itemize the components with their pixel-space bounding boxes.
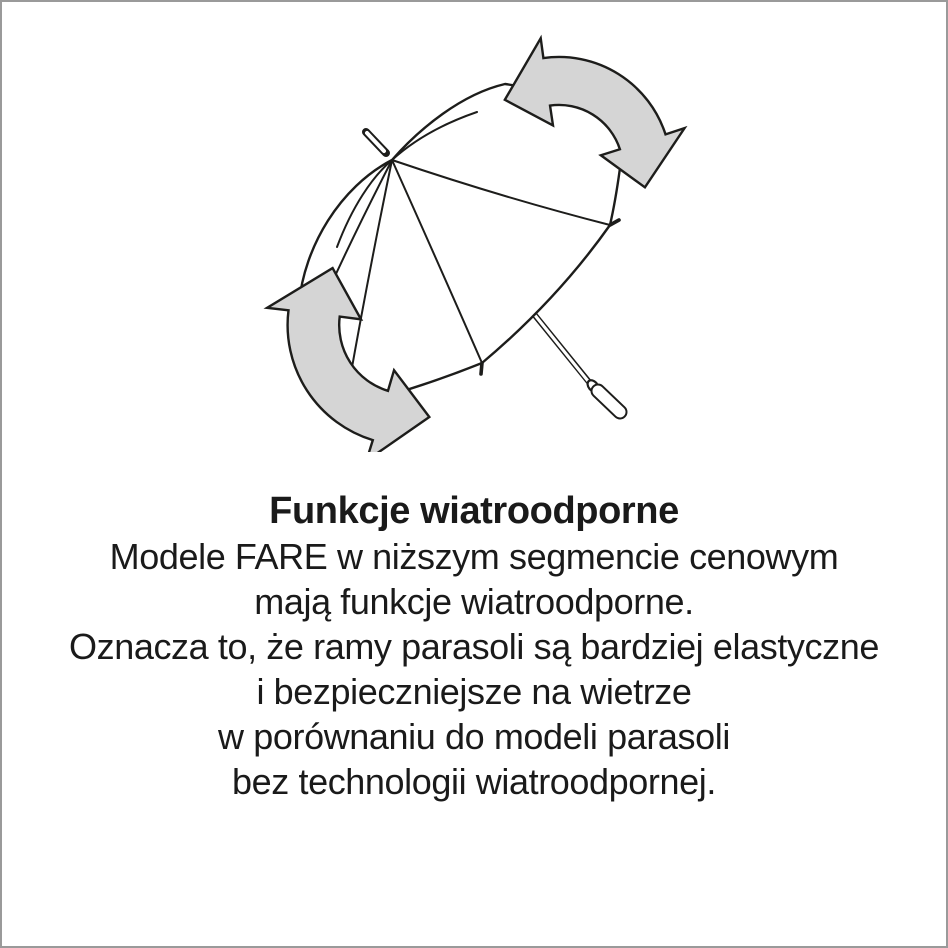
description-line: bez technologii wiatroodpornej. xyxy=(232,761,716,802)
description-block xyxy=(2,489,946,804)
description-line: Modele FARE w niższym segmencie cenowym xyxy=(109,536,839,577)
description-line: Oznacza to, że ramy parasoli są bardziej elastyczne xyxy=(69,626,879,667)
umbrella-handle xyxy=(585,378,620,412)
description-line: w porównaniu do modeli parasoli xyxy=(218,716,730,757)
description-line: mają funkcje wiatroodporne. xyxy=(254,581,694,622)
umbrella-ferrule-icon xyxy=(366,132,386,153)
description-line: i bezpieczniejsze na wietrze xyxy=(256,671,692,712)
windproof-umbrella-illustration xyxy=(252,32,702,452)
section-title: Funkcje wiatroodporne xyxy=(269,490,679,532)
